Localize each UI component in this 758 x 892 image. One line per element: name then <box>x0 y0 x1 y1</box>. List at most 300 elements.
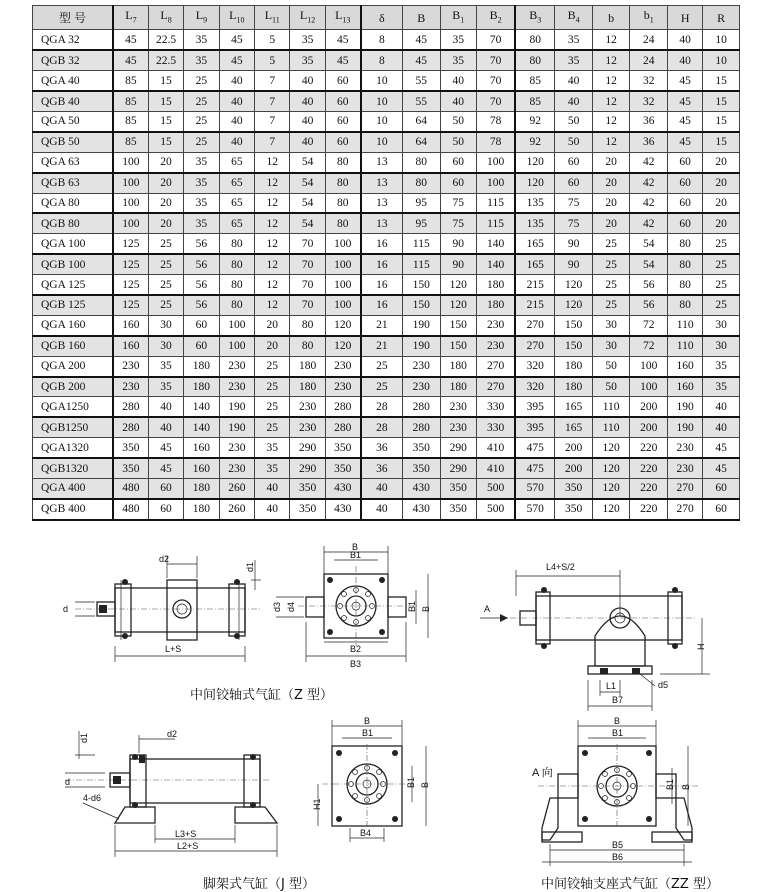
value-cell: 45 <box>148 438 183 458</box>
table-row <box>33 30 740 50</box>
value-cell: 90 <box>555 234 593 254</box>
header-cell: b <box>592 6 630 30</box>
z-b2-label: B2 <box>350 644 362 654</box>
value-cell: 120 <box>440 295 476 315</box>
value-cell: 65 <box>219 193 254 213</box>
model-cell: QGA 160 <box>33 315 113 335</box>
value-cell: 60 <box>325 111 360 131</box>
value-cell: 330 <box>477 397 516 417</box>
model-cell: QGA 400 <box>33 478 113 498</box>
value-cell: 16 <box>361 295 403 315</box>
value-cell: 150 <box>403 295 441 315</box>
value-cell: 10 <box>703 30 740 50</box>
value-cell: 100 <box>325 254 360 274</box>
value-cell: 25 <box>148 254 183 274</box>
zz-type-end-view <box>528 716 708 871</box>
value-cell: 430 <box>403 478 441 498</box>
zz-b1-side-label: B1 <box>665 778 675 790</box>
header-cell: $L_9$ <box>184 6 219 30</box>
value-cell: 100 <box>325 234 360 254</box>
value-cell: 7 <box>255 71 290 91</box>
value-cell: 230 <box>325 356 360 376</box>
j-type-side-view <box>55 725 295 865</box>
value-cell: 20 <box>592 152 630 172</box>
value-cell: 42 <box>630 152 668 172</box>
value-cell: 15 <box>148 132 183 152</box>
value-cell: 350 <box>555 499 593 520</box>
value-cell: 100 <box>477 173 516 193</box>
table-row <box>33 438 740 458</box>
value-cell: 135 <box>515 193 555 213</box>
value-cell: 215 <box>515 295 555 315</box>
value-cell: 140 <box>477 254 516 274</box>
value-cell: 45 <box>667 132 702 152</box>
value-cell: 115 <box>403 254 441 274</box>
model-cell: QGB1250 <box>33 417 113 437</box>
j-type-caption: 脚架式气缸（J 型） <box>203 877 315 892</box>
value-cell: 190 <box>219 417 254 437</box>
value-cell: 85 <box>113 132 148 152</box>
value-cell: 25 <box>255 397 290 417</box>
z-d-label: d <box>63 604 69 614</box>
value-cell: 350 <box>440 499 476 520</box>
value-cell: 60 <box>555 173 593 193</box>
value-cell: 180 <box>184 356 219 376</box>
value-cell: 200 <box>555 438 593 458</box>
value-cell: 36 <box>361 438 403 458</box>
value-cell: 10 <box>361 71 403 91</box>
value-cell: 160 <box>113 315 148 335</box>
value-cell: 230 <box>477 315 516 335</box>
value-cell: 430 <box>403 499 441 520</box>
table-row <box>33 356 740 376</box>
value-cell: 55 <box>403 71 441 91</box>
value-cell: 395 <box>515 397 555 417</box>
value-cell: 260 <box>219 478 254 498</box>
zz-b1-label: B1 <box>612 728 624 738</box>
table-row <box>33 91 740 111</box>
value-cell: 25 <box>148 295 183 315</box>
value-cell: 60 <box>148 478 183 498</box>
table-row <box>33 397 740 417</box>
header-cell: δ <box>361 6 403 30</box>
value-cell: 65 <box>219 152 254 172</box>
value-cell: 160 <box>667 377 702 397</box>
zz-dir-label: A 向 <box>532 767 553 779</box>
j-d-label: d <box>65 777 71 787</box>
z-type-end-view <box>268 542 438 672</box>
value-cell: 230 <box>219 458 254 478</box>
value-cell: 60 <box>440 173 476 193</box>
value-cell: 50 <box>440 111 476 131</box>
value-cell: 15 <box>703 111 740 131</box>
value-cell: 25 <box>703 234 740 254</box>
value-cell: 40 <box>667 30 702 50</box>
value-cell: 80 <box>219 234 254 254</box>
value-cell: 230 <box>113 377 148 397</box>
value-cell: 100 <box>113 193 148 213</box>
z-d2-label: d2 <box>159 554 170 564</box>
value-cell: 60 <box>440 152 476 172</box>
value-cell: 13 <box>361 213 403 233</box>
value-cell: 100 <box>630 377 668 397</box>
zz-a-label: A <box>484 604 491 614</box>
value-cell: 230 <box>219 438 254 458</box>
value-cell: 40 <box>703 417 740 437</box>
value-cell: 150 <box>403 275 441 295</box>
value-cell: 42 <box>630 193 668 213</box>
value-cell: 7 <box>255 91 290 111</box>
model-cell: QGB 100 <box>33 254 113 274</box>
value-cell: 190 <box>403 315 441 335</box>
value-cell: 45 <box>667 91 702 111</box>
value-cell: 25 <box>592 275 630 295</box>
value-cell: 120 <box>325 315 360 335</box>
value-cell: 20 <box>592 213 630 233</box>
value-cell: 85 <box>113 91 148 111</box>
table-header-row <box>33 6 740 30</box>
value-cell: 45 <box>325 30 360 50</box>
value-cell: 12 <box>592 111 630 131</box>
value-cell: 25 <box>255 417 290 437</box>
table-row <box>33 478 740 498</box>
value-cell: 180 <box>184 478 219 498</box>
value-cell: 220 <box>630 499 668 520</box>
value-cell: 80 <box>667 295 702 315</box>
zz-b5-label: B5 <box>612 840 624 850</box>
value-cell: 12 <box>592 71 630 91</box>
value-cell: 230 <box>290 397 325 417</box>
value-cell: 56 <box>184 234 219 254</box>
value-cell: 15 <box>703 91 740 111</box>
value-cell: 75 <box>440 193 476 213</box>
value-cell: 40 <box>361 499 403 520</box>
value-cell: 215 <box>515 275 555 295</box>
value-cell: 56 <box>630 295 668 315</box>
value-cell: 290 <box>290 438 325 458</box>
value-cell: 160 <box>184 438 219 458</box>
value-cell: 56 <box>184 275 219 295</box>
value-cell: 13 <box>361 173 403 193</box>
value-cell: 45 <box>148 458 183 478</box>
value-cell: 75 <box>555 193 593 213</box>
value-cell: 230 <box>403 356 441 376</box>
value-cell: 72 <box>630 315 668 335</box>
value-cell: 290 <box>290 458 325 478</box>
value-cell: 270 <box>477 356 516 376</box>
value-cell: 10 <box>361 111 403 131</box>
value-cell: 85 <box>515 71 555 91</box>
dimension-table <box>32 5 740 521</box>
value-cell: 54 <box>630 254 668 274</box>
header-cell: $b_1$ <box>630 6 668 30</box>
header-cell: 型 号 <box>33 6 113 30</box>
value-cell: 280 <box>325 397 360 417</box>
value-cell: 45 <box>667 71 702 91</box>
value-cell: 100 <box>477 152 516 172</box>
value-cell: 90 <box>440 254 476 274</box>
value-cell: 160 <box>667 356 702 376</box>
value-cell: 7 <box>255 132 290 152</box>
table-row <box>33 234 740 254</box>
header-cell: $L_8$ <box>148 6 183 30</box>
z-b-label: B <box>352 542 359 552</box>
value-cell: 350 <box>403 458 441 478</box>
model-cell: QGA1250 <box>33 397 113 417</box>
header-cell: $B_3$ <box>515 6 555 30</box>
value-cell: 230 <box>667 438 702 458</box>
value-cell: 115 <box>477 193 516 213</box>
value-cell: 30 <box>703 336 740 356</box>
table-row <box>33 111 740 131</box>
value-cell: 50 <box>555 111 593 131</box>
value-cell: 15 <box>148 91 183 111</box>
value-cell: 480 <box>113 478 148 498</box>
value-cell: 80 <box>667 275 702 295</box>
value-cell: 5 <box>255 50 290 70</box>
value-cell: 150 <box>440 336 476 356</box>
j-b1-side-label: B1 <box>406 776 416 788</box>
zz-type-side-view <box>480 556 720 716</box>
value-cell: 125 <box>113 275 148 295</box>
value-cell: 35 <box>440 30 476 50</box>
value-cell: 220 <box>630 478 668 498</box>
value-cell: 40 <box>440 91 476 111</box>
value-cell: 180 <box>477 275 516 295</box>
value-cell: 25 <box>184 132 219 152</box>
header-cell: R <box>703 6 740 30</box>
table-row <box>33 499 740 520</box>
value-cell: 16 <box>361 234 403 254</box>
value-cell: 25 <box>703 254 740 274</box>
model-cell: QGA 63 <box>33 152 113 172</box>
value-cell: 230 <box>667 458 702 478</box>
value-cell: 80 <box>515 50 555 70</box>
value-cell: 20 <box>703 173 740 193</box>
value-cell: 120 <box>555 295 593 315</box>
value-cell: 70 <box>477 71 516 91</box>
value-cell: 70 <box>290 254 325 274</box>
value-cell: 60 <box>325 71 360 91</box>
value-cell: 410 <box>477 458 516 478</box>
value-cell: 35 <box>703 356 740 376</box>
value-cell: 230 <box>403 377 441 397</box>
value-cell: 20 <box>148 152 183 172</box>
value-cell: 35 <box>184 213 219 233</box>
value-cell: 230 <box>325 377 360 397</box>
value-cell: 190 <box>403 336 441 356</box>
value-cell: 78 <box>477 132 516 152</box>
value-cell: 220 <box>630 458 668 478</box>
value-cell: 12 <box>255 275 290 295</box>
value-cell: 270 <box>515 336 555 356</box>
model-cell: QGA 100 <box>33 234 113 254</box>
value-cell: 350 <box>113 458 148 478</box>
value-cell: 35 <box>184 50 219 70</box>
header-cell: $L_{12}$ <box>290 6 325 30</box>
value-cell: 28 <box>361 397 403 417</box>
z-d3-label: d3 <box>272 601 282 612</box>
value-cell: 35 <box>148 356 183 376</box>
value-cell: 85 <box>515 91 555 111</box>
model-cell: QGB 200 <box>33 377 113 397</box>
value-cell: 180 <box>555 377 593 397</box>
value-cell: 45 <box>113 50 148 70</box>
value-cell: 40 <box>440 71 476 91</box>
value-cell: 35 <box>703 377 740 397</box>
header-cell: $L_{10}$ <box>219 6 254 30</box>
table-row <box>33 336 740 356</box>
value-cell: 60 <box>667 193 702 213</box>
value-cell: 230 <box>477 336 516 356</box>
value-cell: 85 <box>113 71 148 91</box>
value-cell: 280 <box>403 397 441 417</box>
model-cell: QGA 50 <box>33 111 113 131</box>
value-cell: 120 <box>325 336 360 356</box>
value-cell: 45 <box>403 50 441 70</box>
value-cell: 60 <box>703 478 740 498</box>
zz-b6-label: B6 <box>612 852 624 862</box>
value-cell: 24 <box>630 30 668 50</box>
model-cell: QGA1320 <box>33 438 113 458</box>
table-row <box>33 173 740 193</box>
value-cell: 165 <box>515 234 555 254</box>
value-cell: 12 <box>255 193 290 213</box>
value-cell: 40 <box>290 132 325 152</box>
value-cell: 20 <box>592 193 630 213</box>
value-cell: 35 <box>290 30 325 50</box>
value-cell: 56 <box>184 254 219 274</box>
value-cell: 10 <box>361 91 403 111</box>
value-cell: 120 <box>515 152 555 172</box>
value-cell: 180 <box>184 499 219 520</box>
value-cell: 32 <box>630 91 668 111</box>
value-cell: 180 <box>477 295 516 315</box>
model-cell: QGA 80 <box>33 193 113 213</box>
value-cell: 12 <box>592 91 630 111</box>
value-cell: 180 <box>290 356 325 376</box>
z-b-side-label: B <box>421 605 431 612</box>
value-cell: 100 <box>630 356 668 376</box>
value-cell: 165 <box>555 397 593 417</box>
value-cell: 10 <box>703 50 740 70</box>
value-cell: 90 <box>440 234 476 254</box>
header-cell: $B_4$ <box>555 6 593 30</box>
value-cell: 70 <box>290 234 325 254</box>
value-cell: 50 <box>592 356 630 376</box>
value-cell: 60 <box>667 152 702 172</box>
z-ls-label: L+S <box>165 644 182 654</box>
value-cell: 32 <box>630 71 668 91</box>
value-cell: 100 <box>325 295 360 315</box>
value-cell: 110 <box>667 336 702 356</box>
value-cell: 410 <box>477 438 516 458</box>
value-cell: 42 <box>630 173 668 193</box>
j-b4-label: B4 <box>360 828 372 838</box>
value-cell: 40 <box>667 50 702 70</box>
value-cell: 120 <box>592 499 630 520</box>
value-cell: 20 <box>148 173 183 193</box>
value-cell: 80 <box>290 315 325 335</box>
value-cell: 125 <box>113 254 148 274</box>
value-cell: 40 <box>148 397 183 417</box>
value-cell: 40 <box>219 111 254 131</box>
value-cell: 120 <box>440 275 476 295</box>
value-cell: 22.5 <box>148 30 183 50</box>
value-cell: 230 <box>219 356 254 376</box>
value-cell: 85 <box>113 111 148 131</box>
value-cell: 430 <box>325 499 360 520</box>
j-d1-label: d1 <box>79 732 89 743</box>
value-cell: 25 <box>148 275 183 295</box>
value-cell: 350 <box>440 478 476 498</box>
value-cell: 15 <box>148 71 183 91</box>
j-b1-label: B1 <box>362 728 374 738</box>
value-cell: 430 <box>325 478 360 498</box>
model-cell: QGB 125 <box>33 295 113 315</box>
value-cell: 64 <box>403 111 441 131</box>
value-cell: 475 <box>515 438 555 458</box>
value-cell: 12 <box>592 30 630 50</box>
zz-b-label: B <box>614 716 621 726</box>
zz-b-side-label: B <box>681 783 691 790</box>
z-b1-side-label: B1 <box>407 600 417 612</box>
table-row <box>33 377 740 397</box>
value-cell: 80 <box>325 152 360 172</box>
value-cell: 40 <box>219 71 254 91</box>
value-cell: 60 <box>667 213 702 233</box>
j-d6-label: 4-d6 <box>83 793 102 803</box>
value-cell: 35 <box>148 377 183 397</box>
value-cell: 35 <box>184 30 219 50</box>
value-cell: 165 <box>555 417 593 437</box>
value-cell: 80 <box>325 213 360 233</box>
value-cell: 80 <box>403 152 441 172</box>
value-cell: 270 <box>515 315 555 335</box>
value-cell: 25 <box>184 71 219 91</box>
header-cell: $L_{13}$ <box>325 6 360 30</box>
value-cell: 40 <box>290 71 325 91</box>
value-cell: 80 <box>219 275 254 295</box>
value-cell: 280 <box>113 397 148 417</box>
z-b3-label: B3 <box>350 659 362 669</box>
value-cell: 70 <box>477 50 516 70</box>
value-cell: 220 <box>630 438 668 458</box>
value-cell: 270 <box>667 499 702 520</box>
value-cell: 40 <box>219 132 254 152</box>
value-cell: 200 <box>630 417 668 437</box>
value-cell: 80 <box>515 30 555 50</box>
value-cell: 70 <box>290 275 325 295</box>
value-cell: 120 <box>592 458 630 478</box>
value-cell: 40 <box>255 478 290 498</box>
value-cell: 80 <box>325 193 360 213</box>
value-cell: 80 <box>667 254 702 274</box>
value-cell: 35 <box>555 50 593 70</box>
value-cell: 12 <box>255 152 290 172</box>
value-cell: 35 <box>184 152 219 172</box>
value-cell: 25 <box>184 91 219 111</box>
value-cell: 50 <box>440 132 476 152</box>
j-d2-label: d2 <box>167 729 178 739</box>
zz-l4s2-label: L4+S/2 <box>546 562 575 572</box>
value-cell: 12 <box>255 213 290 233</box>
value-cell: 150 <box>555 315 593 335</box>
value-cell: 115 <box>403 234 441 254</box>
value-cell: 15 <box>703 71 740 91</box>
value-cell: 70 <box>477 30 516 50</box>
value-cell: 260 <box>219 499 254 520</box>
